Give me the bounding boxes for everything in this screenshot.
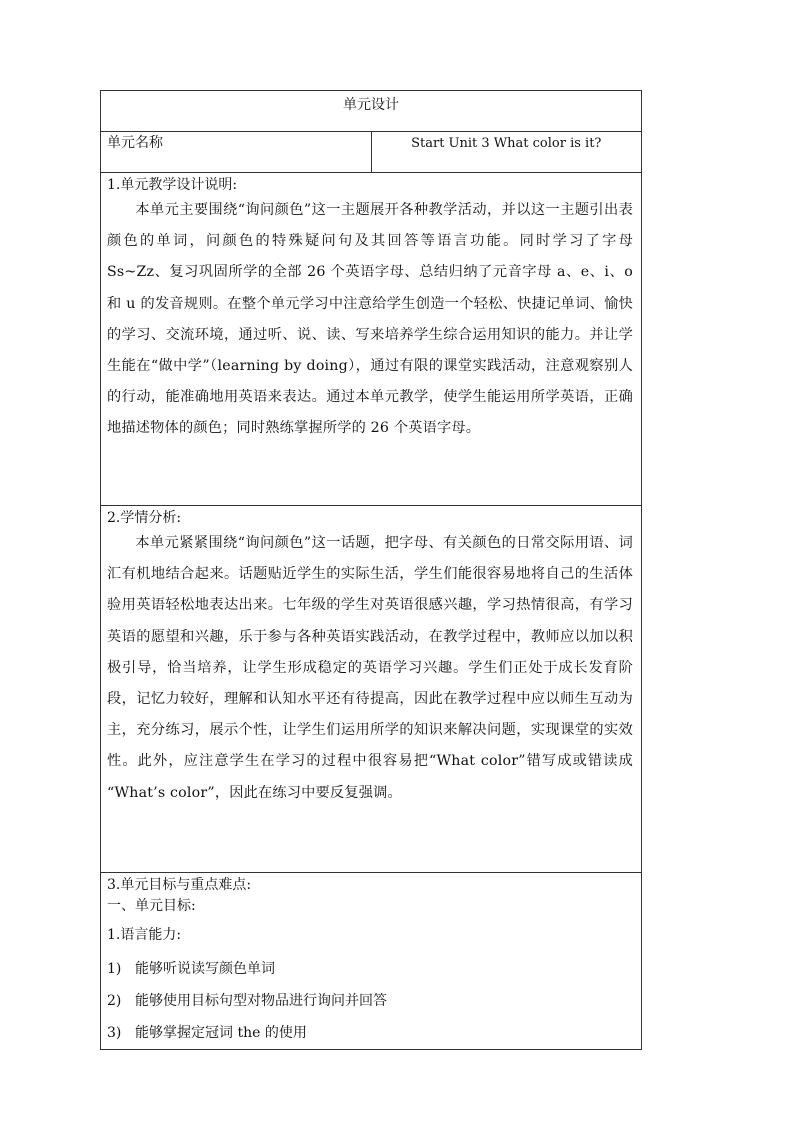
list-item [107, 985, 633, 1017]
title-row [101, 91, 642, 132]
section2-cell [101, 506, 642, 873]
language-ability-heading: 1.语言能力: [107, 927, 182, 943]
unit-design-table [100, 90, 642, 1050]
section1-heading: 1.单元教学设计说明: [107, 177, 238, 193]
section2-row [101, 506, 642, 873]
section1-cell [101, 173, 642, 506]
list-item [107, 1017, 633, 1049]
list-item-number: 3) [107, 1025, 122, 1041]
list-item-number: 2) [107, 993, 122, 1009]
section2-heading: 2.学情分析: [107, 510, 182, 526]
section3-heading: 3.单元目标与重点难点: [107, 877, 252, 893]
section3-cell [101, 873, 642, 1050]
list-item-number: 1) [107, 961, 122, 977]
section2-paragraph: 本单元紧紧围绕“询问颜色”这一话题，把字母、有关颜色的日常交际用语、词汇有机地结合起来。话题贴近学生的实际生活，学生们能很容易地将自己的生活体验用英语轻松地表达出来。七年级的学生对英语很感兴趣，学习热情很高，有学习英语的愿望和兴趣，乐于参与各种英语实践活动，在教学过程中，教师应以加以积极引导，恰当培养，让学生形成稳定的英语学习兴趣。学生们正处于成长发育阶段，记忆力较好，理解和认知水平还有待提高，因此在教学过程中应以师生互动为主，充分练习，展示个性，让学生们运用所学的知识来解决问题，实现课堂的实效性。此外，应注意学生在学习的过程中很容易把“What color”错写成或错读成 “What’s color”，因此在练习中要反复强调。 [107, 535, 633, 801]
table-title: 单元设计 [101, 91, 642, 132]
list-item-text: 能够掌握定冠词 the 的使用 [135, 1025, 307, 1041]
list-item-text: 能够使用目标句型对物品进行询问并回答 [135, 993, 387, 1009]
unit-name-label: 单元名称 [101, 132, 372, 173]
section3-row [101, 873, 642, 1050]
unit-name-value: Start Unit 3 What color is it? [371, 132, 642, 173]
section1-paragraph: 本单元主要围绕“询问颜色”这一主题展开各种教学活动，并以这一主题引出表颜色的单词，问颜色的特殊疑问句及其回答等语言功能。同时学习了字母 Ss~Zz、复习巩固所学的全部 26 个英语字母、总结归纳了元音字母 a、e、i、o 和 u 的发音规则。在整个单元学习中注意给学生创造一个轻松、快捷记单词、愉快的学习、交流环境，通过听、说、读、写来培养学生综合运用知识的能力。并让学生能在“做中学”（learning by doing），通过有限的课堂实践活动，注意观察别人的行动，能准确地用英语来表达。通过本单元教学，使学生能运用所学英语，正确地描述物体的颜色；同时熟练掌握所学的 26 个英语字母。 [107, 202, 633, 437]
unit-name-row [101, 132, 642, 173]
list-item [107, 953, 633, 985]
list-item-text: 能够听说读写颜色单词 [135, 961, 275, 977]
section1-row [101, 173, 642, 506]
section3-subheading: 一、单元目标: [107, 898, 196, 914]
